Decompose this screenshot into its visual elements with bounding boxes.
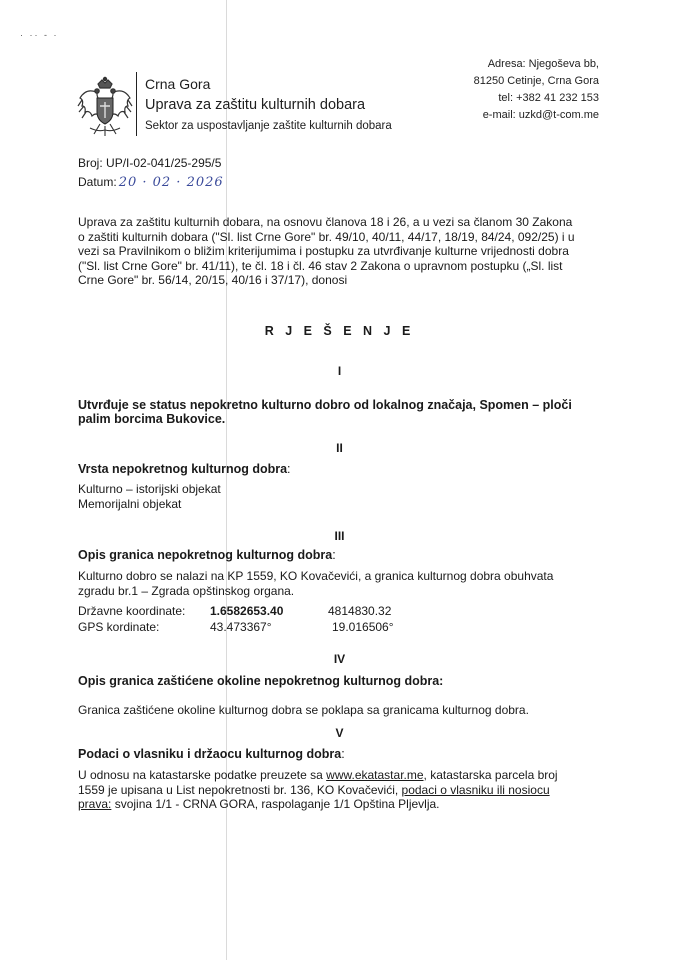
section-3-numeral: III (334, 529, 345, 543)
state-coordinate-x: 1.6582653.40 (210, 604, 284, 618)
paper-fold-line (226, 0, 227, 960)
section-3-heading-text: Opis granica nepokretnog kulturnog dobra (78, 548, 333, 562)
country-name: Crna Gora (145, 76, 211, 92)
section-1-numeral: I (337, 364, 342, 378)
section-3-colon: : (332, 548, 336, 562)
number-label: Broj: (78, 156, 103, 170)
address-phone: tel: +382 41 232 153 (498, 92, 599, 104)
section-5-paragraph (78, 768, 608, 812)
coat-of-arms-icon (76, 76, 134, 138)
gps-coordinates-label: GPS kordinate: (78, 620, 160, 634)
intro-paragraph (78, 215, 608, 288)
section-4-text: Granica zaštićene okoline kulturnog dobra se poklapa sa granicama kulturnog dobra. (78, 703, 529, 717)
section-3-line: Kulturno dobro se nalazi na KP 1559, KO Kovačevići, a granica kulturnog dobra obuhvata (78, 569, 554, 583)
section-5-heading (78, 747, 345, 761)
institution-name: Uprava za zaštitu kulturnih dobara (145, 97, 366, 113)
state-coordinates-label: Državne koordinate: (78, 604, 186, 618)
section-5-colon: : (341, 747, 345, 761)
section-2-colon: : (287, 462, 291, 476)
section-5-line-2: 1559 je upisana u List nepokretnosti br. 136, KO Kovačevići, podaci o vlasniku ili nosiocu (78, 782, 550, 797)
document-number (78, 156, 221, 170)
section-5-line-3: prava: svojina 1/1 - CRNA GORA, raspolaganje 1/1 Opština Pljevlja. (78, 797, 440, 811)
section-2-numeral: II (336, 441, 343, 455)
section-4-heading: Opis granica zaštićene okoline nepokretnog kulturnog dobra: (78, 674, 444, 688)
section-5-numeral: V (335, 726, 344, 740)
section-1-text (78, 398, 572, 426)
address-line-2: 81250 Cetinje, Crna Gora (473, 75, 599, 87)
document-date (78, 175, 224, 190)
intro-line: Uprava za zaštitu kulturnih dobara, na osnovu članova 18 i 26, a u vezi sa članom 30 Zakona (78, 215, 573, 229)
header-divider (136, 72, 137, 136)
section-4-numeral: IV (333, 652, 346, 666)
ekatastar-link[interactable]: www.ekatastar.me (326, 768, 424, 782)
section-2-heading-text: Vrsta nepokretnog kulturnog dobra (78, 462, 288, 476)
scan-specks: · ·· - · (20, 30, 59, 40)
intro-line: vezi sa Pravilnikom o bližim kriterijumima i postupku za utvrđivanje kulturne vrijednosti dobra (78, 244, 569, 258)
section-2-item-2: Memorijalni objekat (78, 497, 182, 511)
date-value-handwritten: 20 · 02 · 2026 (118, 175, 224, 190)
date-label: Datum: (78, 175, 117, 189)
section-3-heading (78, 548, 336, 562)
sector-name: Sektor za uspostavljanje zaštite kulturnih dobara (145, 120, 392, 132)
section-2-heading (78, 462, 291, 476)
section-5-heading-text: Podaci o vlasniku i držaocu kulturnog dobra (78, 747, 342, 761)
gps-latitude: 43.473367° (210, 620, 272, 634)
section-1-line: Utvrđuje se status nepokretno kulturno dobro od lokalnog značaja, Spomen – ploči (78, 398, 572, 412)
section-3-paragraph (78, 569, 608, 598)
number-value: UP/I-02-041/25-295/5 (106, 156, 222, 170)
gps-longitude: 19.016506° (332, 620, 394, 634)
section-3-line: zgradu br.1 – Zgrada opštinskog organa. (78, 583, 295, 598)
address-line-1: Adresa: Njegoševa bb, (487, 58, 599, 70)
section-2-item-1: Kulturno – istorijski objekat (78, 482, 221, 496)
address-email: e-mail: uzkd@t-com.me (482, 109, 599, 121)
decision-title: R J E Š E N J E (264, 324, 415, 338)
section-5-line-1: U odnosu na katastarske podatke preuzete sa www.ekatastar.me, katastarska parcela broj (78, 768, 558, 782)
state-coordinate-y: 4814830.32 (328, 604, 392, 618)
section-1-line: palim borcima Bukovice. (78, 412, 226, 426)
intro-line: o zaštiti kulturnih dobara ("Sl. list Crne Gore" br. 49/10, 40/11, 44/17, 18/19, 84/24, 092/25) i u (78, 229, 575, 244)
intro-line: Crne Gore" br. 56/14, 20/15, 40/16 i 37/17), donosi (78, 273, 348, 287)
intro-line: ("Sl. list Crne Gore" br. 41/11), te čl. 18 i čl. 46 stav 2 Zakona o upravnom postupku („Sl. list (78, 258, 563, 273)
